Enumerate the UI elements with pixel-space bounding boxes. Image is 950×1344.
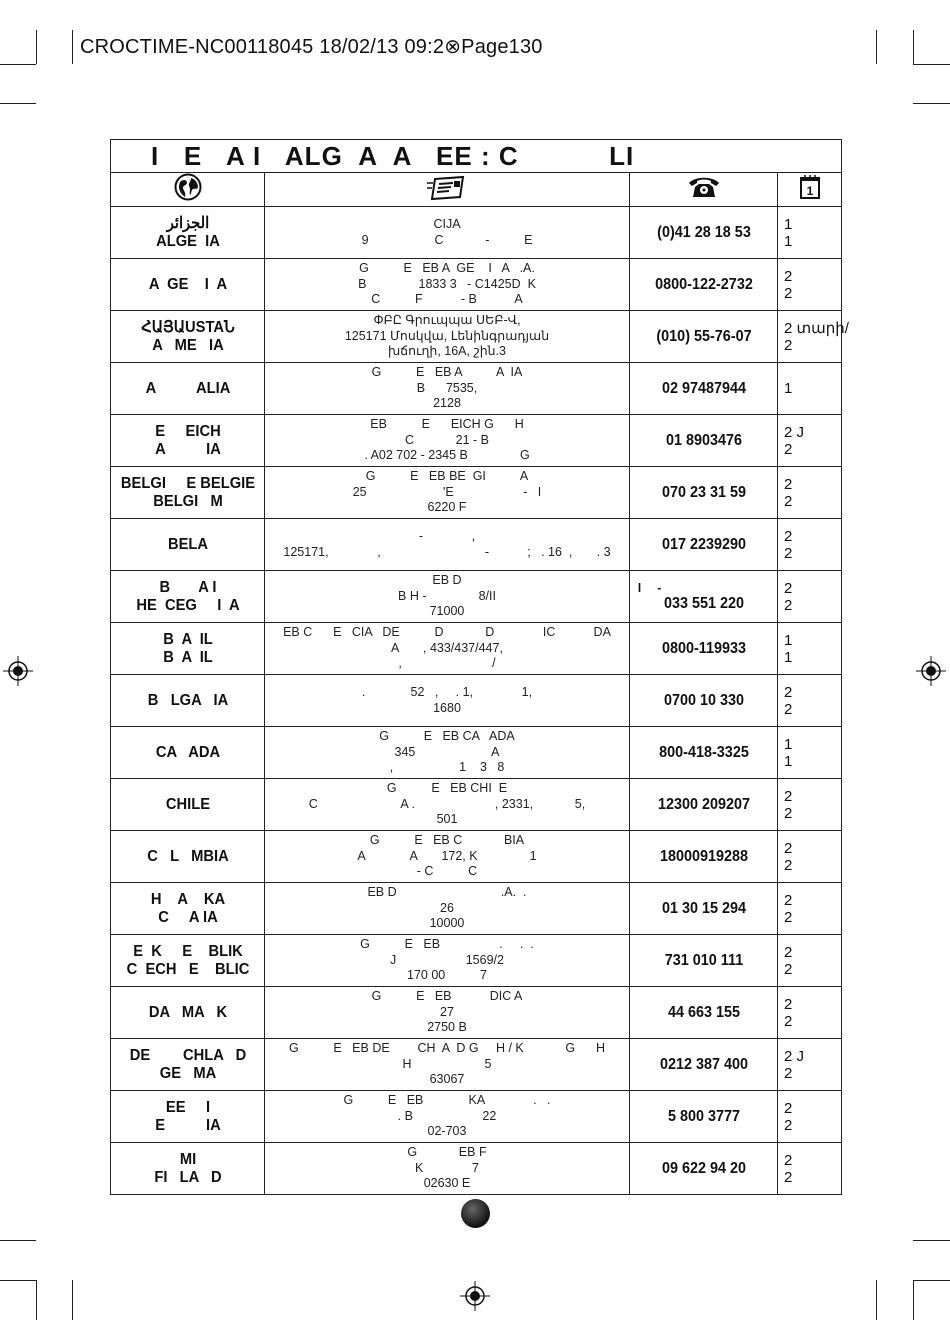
address-line: EB D	[432, 573, 462, 588]
warranty-period: 1	[784, 648, 793, 666]
crop-mark	[876, 1280, 877, 1320]
address-cell	[265, 467, 630, 519]
globe-icon	[174, 173, 202, 201]
address-line: 71000	[429, 604, 465, 619]
country-name: CHILE	[165, 795, 210, 813]
address-line: 2128	[433, 396, 461, 411]
warranty-cell	[778, 623, 842, 675]
country-name: A ALIA	[145, 379, 230, 397]
country-cell	[117, 571, 259, 623]
phone-cell	[637, 207, 770, 259]
address-cell	[265, 363, 630, 415]
table-row	[111, 311, 842, 363]
crop-mark	[913, 1240, 950, 1241]
warranty-period: 2	[784, 700, 793, 718]
country-name: HE CEG I A	[135, 596, 240, 614]
table-row	[111, 519, 842, 571]
address-line: . 52 , . 1, 1,	[361, 685, 533, 699]
warranty-cell	[778, 1143, 842, 1195]
address-line: C F - B A	[371, 292, 523, 307]
address-cell	[265, 1091, 630, 1143]
warranty-period: 2	[784, 1064, 793, 1082]
warranty-cell	[778, 1091, 842, 1143]
table-title: I E A I ALG A A EE : C LI	[111, 140, 842, 173]
table-row	[111, 259, 842, 311]
country-name: CA ADA	[155, 743, 220, 761]
warranty-period: 2	[784, 856, 793, 874]
address-line: 10000	[429, 916, 465, 931]
address-line: 501	[436, 812, 458, 827]
country-name: ALGE IA	[155, 232, 220, 250]
country-name: C L MBIA	[146, 847, 229, 865]
warranty-period: 2	[784, 267, 793, 285]
table-row	[111, 571, 842, 623]
country-name: EE I	[165, 1098, 210, 1116]
phone-number: 0800-122-2732	[654, 275, 753, 293]
table-row	[111, 1039, 842, 1091]
warranty-period: 2	[784, 527, 793, 545]
phone-number: 017 2239290	[661, 535, 746, 553]
address-cell	[265, 415, 630, 467]
phone-cell	[637, 467, 770, 519]
warranty-cell	[778, 311, 849, 363]
country-cell	[117, 259, 259, 311]
table-row	[111, 363, 842, 415]
warranty-cell	[778, 415, 842, 467]
warranty-period: 2	[784, 804, 793, 822]
address-line: G E EB DE CH A D G H / K G H	[288, 1041, 606, 1056]
address-line: C 21 - B	[404, 432, 490, 447]
table-row	[111, 623, 842, 675]
phone-cell	[637, 727, 770, 779]
phone-number: 01 30 15 294	[661, 899, 746, 917]
address-cell	[265, 727, 630, 779]
country-cell	[117, 311, 259, 363]
phone-number: 070 23 31 59	[661, 483, 746, 501]
phone-number: 5 800 3777	[667, 1107, 740, 1125]
address-line: 27	[440, 1004, 454, 1019]
calendar-icon	[799, 174, 821, 200]
address-cell	[265, 987, 630, 1039]
address-cell	[265, 623, 630, 675]
country-cell	[117, 467, 259, 519]
country-cell	[117, 519, 259, 571]
warranty-cell	[778, 987, 842, 1039]
address-cell	[265, 571, 630, 623]
warranty-period: 2	[784, 596, 793, 614]
warranty-period: 2	[784, 579, 793, 597]
phone-cell	[637, 623, 770, 675]
warranty-period: 2	[784, 492, 793, 510]
crop-mark	[0, 1280, 36, 1281]
country-name: C ECH E BLIC	[126, 960, 249, 978]
crop-mark	[0, 1240, 36, 1241]
country-cell	[117, 363, 259, 415]
warranty-period: 2	[784, 336, 793, 354]
table-row	[111, 1091, 842, 1143]
phone-cell	[637, 311, 770, 363]
warranty-period: 1	[784, 232, 793, 250]
phone-cell	[637, 935, 770, 987]
warranty-period: 2	[784, 943, 793, 961]
address-line: CIJA	[433, 217, 461, 231]
crop-mark	[913, 1280, 914, 1320]
warranty-cell	[778, 883, 842, 935]
address-line: - ,	[418, 529, 476, 543]
warranty-period: 2	[784, 475, 793, 493]
phone-cell	[637, 571, 770, 623]
column-header-address	[265, 173, 630, 207]
phone-cell	[637, 1091, 770, 1143]
column-header-warranty	[778, 173, 842, 207]
phone-number: (010) 55-76-07	[655, 327, 752, 345]
column-header-country	[111, 173, 265, 207]
address-line: G E EB A A IA	[371, 365, 523, 380]
address-line: 02630 E	[423, 1176, 471, 1191]
warranty-cell	[778, 727, 842, 779]
address-line: EB C E CIA DE D D IC DA	[283, 625, 611, 640]
address-line: , /	[398, 656, 496, 671]
table-row	[111, 467, 842, 519]
phone-number: 033 551 220	[663, 595, 744, 612]
country-cell	[117, 1091, 259, 1143]
phone-cell	[637, 675, 770, 727]
address-line: A , 433/437/447,	[391, 640, 503, 655]
country-cell	[117, 883, 259, 935]
country-name: DE CHLA D	[129, 1046, 246, 1064]
address-cell	[265, 883, 630, 935]
service-centers-table	[110, 139, 849, 1195]
phone-number: 44 663 155	[667, 1003, 740, 1021]
phone-number: 02 97487944	[661, 379, 746, 397]
warranty-cell	[778, 467, 842, 519]
crop-mark	[0, 64, 36, 65]
mail-letter-icon	[427, 173, 467, 201]
warranty-period: 2	[784, 960, 793, 978]
address-line: EB D .A. .	[367, 885, 527, 900]
country-cell	[117, 207, 259, 259]
warranty-period: 1	[784, 735, 793, 753]
address-line: J 1569/2	[390, 952, 504, 967]
warranty-period: 2	[784, 544, 793, 562]
address-line: G E EB DIC A	[371, 989, 523, 1004]
address-cell	[265, 831, 630, 883]
phone-cell	[637, 415, 770, 467]
registration-mark-icon	[3, 656, 33, 686]
crop-mark	[72, 1280, 73, 1320]
warranty-period: 2	[784, 1099, 793, 1117]
country-cell	[117, 779, 259, 831]
warranty-period: 1	[784, 631, 793, 649]
crop-mark	[72, 30, 73, 64]
address-line: G E EB A GE I A .A.	[359, 261, 535, 276]
table-row	[111, 727, 842, 779]
table-row	[111, 779, 842, 831]
address-line: G E EB C BIA	[369, 833, 525, 848]
address-line: A A 172, K 1	[357, 848, 537, 863]
country-name: A IA	[154, 440, 221, 458]
address-line: EB E EICH G H	[370, 417, 524, 432]
address-line: 9 C - E	[361, 232, 533, 247]
address-cell	[265, 259, 630, 311]
warranty-cell	[778, 831, 842, 883]
country-cell	[117, 727, 259, 779]
phone-number: 18000919288	[659, 847, 748, 865]
print-slug-header: CROCTIME-NC00118045 18/02/13 09:2⊗Page130	[80, 36, 543, 58]
table-row	[111, 883, 842, 935]
warranty-period: 2	[784, 1151, 793, 1169]
warranty-period: 1	[784, 380, 793, 397]
address-line: G E EB BE GI A	[365, 469, 529, 484]
phone-number: 731 010 111	[664, 951, 743, 969]
warranty-period: 2	[784, 787, 793, 805]
address-line: 02-703	[427, 1124, 467, 1139]
address-line: 26	[440, 900, 454, 915]
country-name: ՀԱՅԱUSTAՆ	[140, 318, 235, 336]
warranty-period: 2	[784, 683, 793, 701]
phone-cell	[637, 259, 770, 311]
crop-mark	[913, 64, 950, 65]
crop-mark	[913, 30, 914, 64]
warranty-cell	[778, 675, 842, 727]
address-cell	[265, 779, 630, 831]
warranty-period: 2	[784, 995, 793, 1013]
phone-prefix: I -	[637, 580, 661, 595]
warranty-period: 2	[784, 440, 793, 458]
address-cell	[265, 935, 630, 987]
warranty-period: 2	[784, 908, 793, 926]
country-cell	[117, 675, 259, 727]
country-cell	[117, 623, 259, 675]
warranty-period: 2 տարի/	[784, 319, 849, 337]
country-name: E IA	[154, 1116, 221, 1134]
country-name: E K E BLIK	[132, 942, 243, 960]
phone-cell	[637, 519, 770, 571]
address-cell	[265, 1143, 630, 1195]
crop-mark	[876, 30, 877, 64]
address-line: 25 'E - I	[352, 484, 542, 499]
address-line: 1680	[433, 700, 461, 715]
warranty-period: 2	[784, 839, 793, 857]
crop-mark	[36, 1280, 37, 1320]
address-line: G E EB KA . .	[343, 1093, 551, 1108]
address-line: B 1833 3 - C1425D K	[358, 276, 536, 291]
address-cell	[265, 519, 630, 571]
warranty-cell	[778, 207, 842, 259]
country-name: BELGI M	[152, 492, 223, 510]
country-cell	[117, 415, 259, 467]
address-line: G EB F	[407, 1145, 487, 1160]
warranty-cell	[778, 519, 842, 571]
phone-number: 09 622 94 20	[661, 1159, 746, 1177]
country-name: B A IL	[162, 630, 213, 648]
address-line: 125171, , - ; . 16 , . 3	[283, 544, 611, 559]
warranty-cell	[778, 1039, 842, 1091]
address-line: 6220 F	[427, 500, 467, 515]
table-row	[111, 831, 842, 883]
warranty-period: 2	[784, 1116, 793, 1134]
phone-cell	[637, 831, 770, 883]
country-name: H A KA	[150, 890, 225, 908]
address-cell	[265, 1039, 630, 1091]
country-name: A GE I A	[148, 275, 227, 293]
country-name: MI	[179, 1150, 196, 1168]
country-cell	[117, 987, 259, 1039]
phone-number: 01 8903476	[665, 431, 742, 449]
crop-mark	[0, 103, 36, 104]
crop-mark	[913, 103, 950, 104]
address-line: խճուղի, 16A, շին.3	[388, 344, 506, 359]
country-cell	[117, 1039, 259, 1091]
phone-cell	[637, 779, 770, 831]
phone-number: 0212 387 400	[659, 1055, 748, 1073]
country-name: A ME IA	[151, 336, 224, 354]
country-name: الجزائر	[166, 214, 209, 232]
registration-mark-icon	[460, 1281, 490, 1311]
warranty-period: 2	[784, 1168, 793, 1186]
table-row	[111, 1143, 842, 1195]
phone-number: 800-418-3325	[658, 743, 749, 761]
phone-cell	[637, 363, 770, 415]
address-cell	[265, 207, 630, 259]
address-line: B H - 8/II	[398, 588, 496, 603]
address-line: . B 22	[397, 1108, 497, 1123]
warranty-cell	[778, 779, 842, 831]
address-line: H 5	[402, 1056, 492, 1071]
country-name: GE MA	[159, 1064, 216, 1082]
country-name: C A IA	[157, 908, 218, 926]
address-line: B 7535,	[416, 380, 478, 395]
phone-number: 12300 209207	[657, 795, 750, 813]
warranty-period: 2	[784, 284, 793, 302]
warranty-period: 2	[784, 1012, 793, 1030]
calendar-number: 1	[806, 184, 813, 198]
warranty-period: 2	[784, 891, 793, 909]
address-line: 63067	[429, 1072, 465, 1087]
warranty-period: 1	[784, 752, 793, 770]
country-name: E EICH	[154, 422, 221, 440]
table-row	[111, 207, 842, 259]
address-line: . A02 702 - 2345 B G	[364, 448, 530, 463]
address-line: , 1 3 8	[389, 760, 505, 775]
warranty-cell	[778, 363, 842, 415]
table-header-row	[111, 173, 842, 207]
column-header-phone	[630, 173, 778, 207]
table-row	[111, 987, 842, 1039]
table-row	[111, 935, 842, 987]
country-name: BELGI E BELGIE	[120, 474, 255, 492]
crop-mark	[913, 1280, 950, 1281]
address-line: 2750 B	[427, 1020, 467, 1035]
phone-number: 0700 10 330	[663, 691, 744, 709]
crop-mark	[36, 30, 37, 64]
country-name: DA MA K	[148, 1003, 227, 1021]
address-cell	[265, 675, 630, 727]
registration-mark-icon	[916, 656, 946, 686]
phone-cell	[637, 987, 770, 1039]
country-name: FI LA D	[153, 1168, 222, 1186]
phone-cell	[637, 883, 770, 935]
country-name: B LGA IA	[147, 691, 228, 709]
address-line: - C C	[416, 864, 478, 879]
address-line: K 7	[415, 1160, 479, 1175]
address-line: G E EB CHI E	[386, 781, 508, 796]
warranty-period: 2 J	[784, 1047, 805, 1065]
country-cell	[117, 831, 259, 883]
phone-cell	[637, 1143, 770, 1195]
warranty-cell	[778, 259, 842, 311]
table-body	[111, 207, 849, 1195]
warranty-period: 2 J	[784, 423, 805, 441]
address-line: 170 00 7	[407, 968, 487, 983]
country-name: B A IL	[162, 648, 213, 666]
country-name: BELA	[167, 535, 208, 553]
address-line: 345 A	[394, 744, 500, 759]
address-line: G E EB CA ADA	[379, 729, 515, 744]
warranty-cell	[778, 571, 842, 623]
telephone-icon	[687, 175, 721, 199]
warranty-cell	[778, 935, 842, 987]
address-line: ՓԲԸ Գրուպպա ՍԵԲ-Վ,	[373, 313, 521, 328]
country-name: B A I	[159, 578, 216, 596]
address-cell	[265, 311, 630, 363]
page-number-dot	[461, 1199, 490, 1228]
address-line: G E EB . . .	[360, 937, 534, 952]
address-line: 125171 Մոսկվա, Լենինգրադյան	[344, 328, 550, 343]
table-row	[111, 415, 842, 467]
country-cell	[117, 1143, 259, 1195]
table-row	[111, 675, 842, 727]
phone-cell	[637, 1039, 770, 1091]
phone-number: (0)41 28 18 53	[656, 223, 751, 241]
phone-number: 0800-119933	[661, 639, 746, 657]
warranty-period: 1	[784, 215, 793, 233]
country-cell	[117, 935, 259, 987]
address-line: C A . , 2331, 5,	[308, 796, 586, 811]
